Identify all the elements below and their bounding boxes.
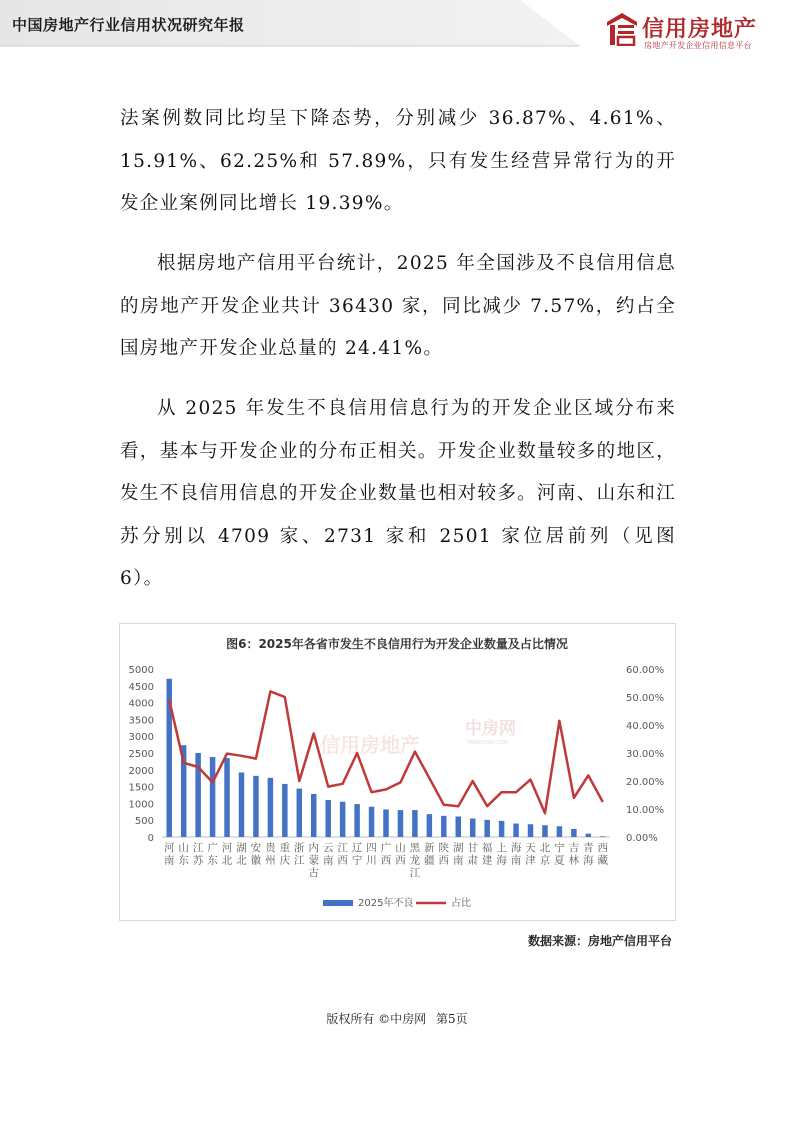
report-title: 中国房地产行业信用状况研究年报 <box>12 16 245 34</box>
x-tick-label: 江西 <box>337 842 348 867</box>
bar-湖南 <box>456 817 461 837</box>
y-left-tick-label: 2000 <box>128 765 154 777</box>
y-right-tick-label: 20.00% <box>626 777 665 788</box>
chart-title: 图6：2025年各省市发生不良信用行为开发企业数量及占比情况 <box>226 637 568 651</box>
x-tick-label: 广西 <box>380 842 392 867</box>
x-tick-label: 山东 <box>178 842 189 867</box>
x-tick-label: 重庆 <box>279 842 291 867</box>
x-tick-label: 海南 <box>510 842 522 867</box>
paragraph-3: 从 2025 年发生不良信用信息行为的开发企业区域分布来看，基本与开发企业的分布正相关。开发企业数量较多的地区，发生不良信用信息的开发企业数量也相对较多。河南、山东和江苏分别以 4709 家、2731 家和 2501 家位居前列（见图 6）。 <box>120 398 676 589</box>
page-header <box>0 0 794 48</box>
bar-吉林 <box>571 829 576 837</box>
brand-logo <box>606 12 786 52</box>
bar-西藏 <box>600 836 605 837</box>
bar-内蒙古 <box>311 794 316 837</box>
bar-北京 <box>542 825 547 837</box>
y-left-tick-label: 2500 <box>128 749 154 760</box>
bar-湖北 <box>239 772 244 837</box>
y-left-tick-label: 4500 <box>128 681 154 693</box>
legend-line-label: 占比 <box>451 898 471 909</box>
y-left-tick-label: 0 <box>147 833 154 844</box>
x-tick-label: 浙江 <box>294 842 305 867</box>
legend-bar-swatch <box>323 900 353 906</box>
bar-天津 <box>528 824 533 837</box>
y-left-tick-label: 3500 <box>128 715 154 727</box>
source-note: 数据来源：房地产信用平台 <box>527 934 672 948</box>
bar-陕西 <box>441 816 446 837</box>
y-right-tick-label: 50.00% <box>626 693 665 704</box>
x-tick-label: 北京 <box>539 842 551 867</box>
x-tick-label: 广东 <box>207 842 218 867</box>
figure-6 <box>119 623 676 921</box>
x-tick-label: 河南 <box>163 842 175 867</box>
x-tick-label: 甘肃 <box>467 842 478 867</box>
y-left-tick-label: 3000 <box>128 732 154 744</box>
x-tick-label: 西藏 <box>597 842 609 867</box>
bar-广西 <box>383 809 388 837</box>
y-left-tick-label: 500 <box>134 816 154 828</box>
bar-甘肃 <box>470 819 475 837</box>
y-left-tick-label: 1500 <box>128 782 154 794</box>
x-tick-label: 安徽 <box>250 842 262 867</box>
copyright-text: 版权所有 ©中房网 <box>326 1012 427 1026</box>
y-left-tick-label: 5000 <box>128 665 154 676</box>
y-left-tick-label: 4000 <box>128 698 154 710</box>
y-right-tick-label: 30.00% <box>626 749 665 760</box>
x-tick-label: 上海 <box>496 842 507 867</box>
bar-云南 <box>325 800 330 837</box>
watermark-text: FANGCHAN.COM <box>467 740 509 746</box>
watermark-text: 中房网 <box>465 719 516 739</box>
bar-浙江 <box>297 789 302 837</box>
page-footer <box>0 1010 794 1027</box>
bar-黑龙江 <box>412 810 417 837</box>
x-tick-label: 内蒙古 <box>308 842 319 879</box>
figure-6-chart <box>120 624 675 920</box>
bar-四川 <box>369 807 374 837</box>
bar-重庆 <box>282 784 287 837</box>
paragraph-2: 根据房地产信用平台统计，2025 年全国涉及不良信用信息的房地产开发企业共计 36430 家，同比减少 7.57%，约占全国房地产开发企业总量的 24.41%。 <box>120 253 676 359</box>
x-tick-label: 湖北 <box>236 842 247 867</box>
x-tick-label: 四川 <box>366 842 377 867</box>
house-logo-icon <box>606 12 638 46</box>
x-tick-label: 湖南 <box>453 842 464 867</box>
paragraph-3-block <box>120 388 676 601</box>
bar-新疆 <box>427 814 432 837</box>
x-tick-label: 云南 <box>322 842 334 867</box>
bar-安徽 <box>253 776 258 837</box>
bar-山西 <box>398 810 403 837</box>
legend-bar-label: 2025年不良 <box>358 898 414 909</box>
x-tick-label: 青海 <box>583 842 594 867</box>
x-tick-label: 天津 <box>525 842 536 867</box>
paragraph-1: 法案例数同比均呈下降态势，分别减少 36.87%、4.61%、15.91%、62.25%和 57.89%，只有发生经营异常行为的开发企业案例同比增长 19.39%。 <box>120 108 676 214</box>
y-left-tick-label: 1000 <box>128 799 154 811</box>
bar-河北 <box>224 758 229 837</box>
x-tick-label: 宁夏 <box>554 842 565 867</box>
watermark-text: 信用房地产 <box>320 733 420 757</box>
logo-name: 信用房地产 <box>642 17 758 42</box>
bar-青海 <box>586 834 591 837</box>
paragraph-1-block <box>120 98 676 226</box>
bar-辽宁 <box>354 804 359 837</box>
x-tick-label: 江苏 <box>192 842 204 867</box>
bar-上海 <box>499 821 504 837</box>
x-tick-label: 辽宁 <box>351 842 363 867</box>
x-tick-label: 陕西 <box>438 842 450 867</box>
bar-海南 <box>513 824 518 837</box>
bar-宁夏 <box>557 826 562 837</box>
logo-subtitle: 房地产开发企业信用信息平台 <box>644 41 752 50</box>
bar-江西 <box>340 802 345 837</box>
x-tick-label: 吉林 <box>568 842 580 867</box>
bar-福建 <box>484 820 489 837</box>
x-tick-label: 黑龙江 <box>409 842 421 879</box>
y-right-tick-label: 0.00% <box>626 833 658 844</box>
x-tick-label: 贵州 <box>265 842 276 867</box>
paragraph-2-block <box>120 243 676 371</box>
y-right-tick-label: 40.00% <box>626 721 665 732</box>
bar-贵州 <box>268 778 273 837</box>
x-tick-label: 新疆 <box>424 842 435 867</box>
y-right-tick-label: 60.00% <box>626 665 665 676</box>
page-number: 第5页 <box>436 1012 468 1026</box>
x-tick-label: 山西 <box>395 842 406 867</box>
bar-广东 <box>210 757 215 837</box>
x-tick-label: 河北 <box>221 842 233 867</box>
y-right-tick-label: 10.00% <box>626 805 665 816</box>
x-tick-label: 福建 <box>481 842 493 867</box>
